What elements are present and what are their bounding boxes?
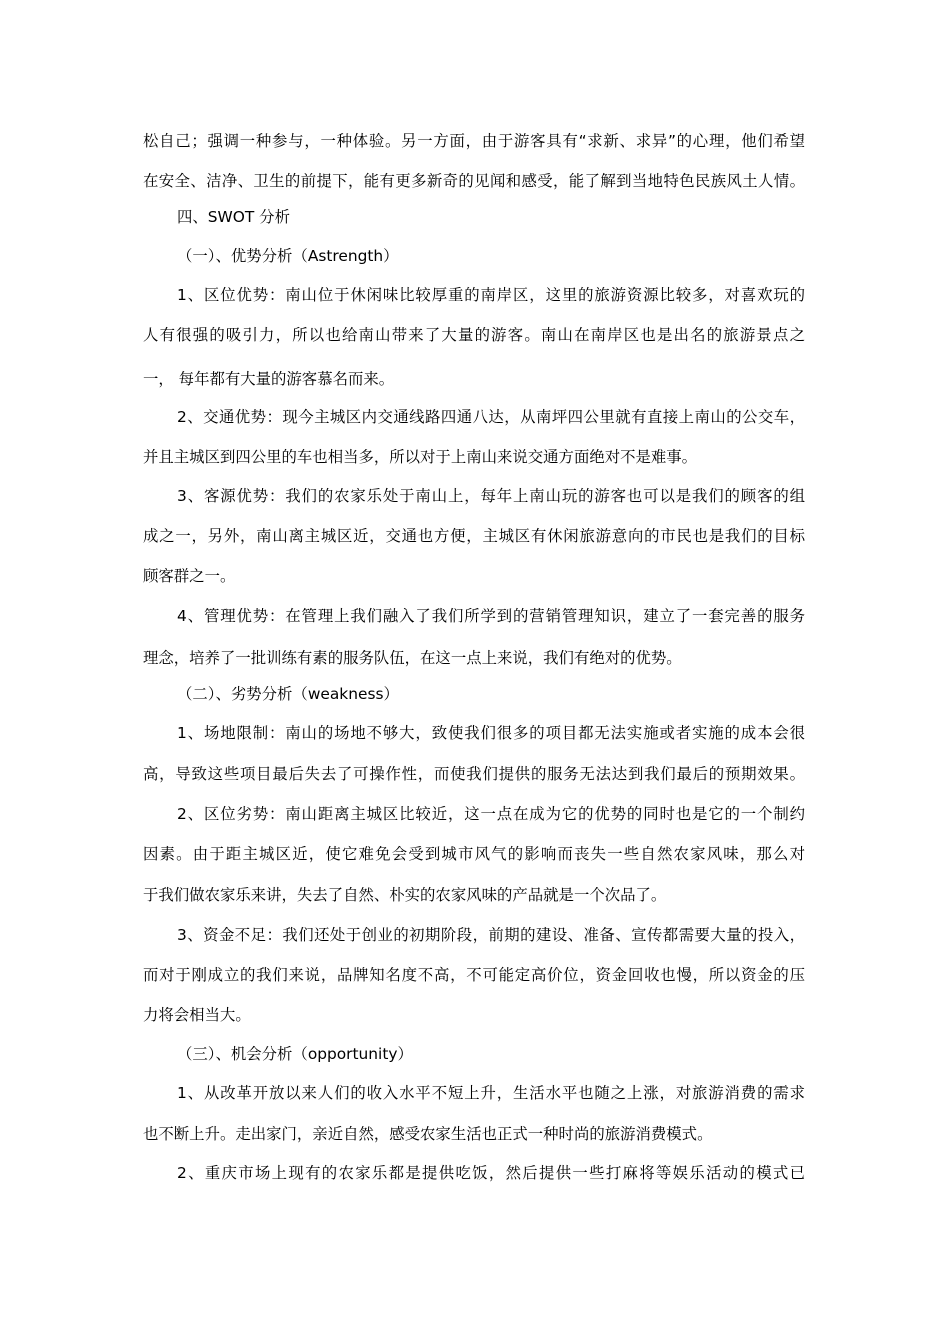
paragraph-line: 顾客群之一。 [143,567,236,585]
paragraph-line: 1、场地限制：南山的场地不够大，致使我们很多的项目都无法实施或者实施的成本会很 [177,724,805,742]
paragraph-line: 高，导致这些项目最后失去了可操作性，而使我们提供的服务无法达到我们最后的预期效果。 [143,765,805,783]
subsection-heading: （一）、优势分析（Astrength） [177,247,399,265]
paragraph-line: 因素。由于距主城区近，使它难免会受到城市风气的影响而丧失一些自然农家风味，那么对 [143,845,805,863]
paragraph-line: 理念，培养了一批训练有素的服务队伍，在这一点上来说，我们有绝对的优势。 [143,649,682,667]
paragraph-line: 人有很强的吸引力，所以也给南山带来了大量的游客。南山在南岸区也是出名的旅游景点之 [143,326,805,344]
paragraph-line: 力将会相当大。 [143,1006,251,1024]
paragraph-line: 1、从改革开放以来人们的收入水平不短上升，生活水平也随之上涨，对旅游消费的需求 [177,1084,805,1102]
section-heading: 四、SWOT 分析 [177,208,290,226]
paragraph-line: 1、区位优势：南山位于休闲味比较厚重的南岸区，这里的旅游资源比较多，对喜欢玩的 [177,286,805,304]
paragraph-line: 一， 每年都有大量的游客慕名而来。 [143,370,395,388]
paragraph-line: 4、管理优势：在管理上我们融入了我们所学到的营销管理知识，建立了一套完善的服务 [177,607,805,625]
paragraph-line: 也不断上升。走出家门，亲近自然，感受农家生活也正式一种时尚的旅游消费模式。 [143,1125,713,1143]
paragraph-line: 2、区位劣势：南山距离主城区比较近，这一点在成为它的优势的同时也是它的一个制约 [177,805,805,823]
paragraph-line: 在安全、洁净、卫生的前提下，能有更多新奇的见闻和感受，能了解到当地特色民族风土人情。 [143,172,805,190]
subsection-heading: （二）、劣势分析（weakness） [177,685,399,703]
paragraph-line: 并且主城区到四公里的车也相当多，所以对于上南山来说交通方面绝对不是难事。 [143,448,698,466]
paragraph-line: 3、资金不足：我们还处于创业的初期阶段，前期的建设、准备、宣传都需要大量的投入， [177,926,805,944]
paragraph-line: 而对于刚成立的我们来说，品牌知名度不高，不可能定高价位，资金回收也慢，所以资金的压 [143,966,805,984]
paragraph-line: 2、重庆市场上现有的农家乐都是提供吃饭，然后提供一些打麻将等娱乐活动的模式已 [177,1164,805,1182]
subsection-heading: （三）、机会分析（opportunity） [177,1045,413,1063]
paragraph-line: 2、交通优势：现今主城区内交通线路四通八达，从南坪四公里就有直接上南山的公交车， [177,408,805,426]
paragraph-line: 3、客源优势：我们的农家乐处于南山上，每年上南山玩的游客也可以是我们的顾客的组 [177,487,805,505]
paragraph-line: 成之一，另外，南山离主城区近，交通也方便，主城区有休闲旅游意向的市民也是我们的目标 [143,527,805,545]
paragraph-line: 于我们做农家乐来讲，失去了自然、朴实的农家风味的产品就是一个次品了。 [143,886,667,904]
paragraph-line: 松自己；强调一种参与，一种体验。另一方面，由于游客具有“求新、求异”的心理，他们希望 [143,132,805,150]
